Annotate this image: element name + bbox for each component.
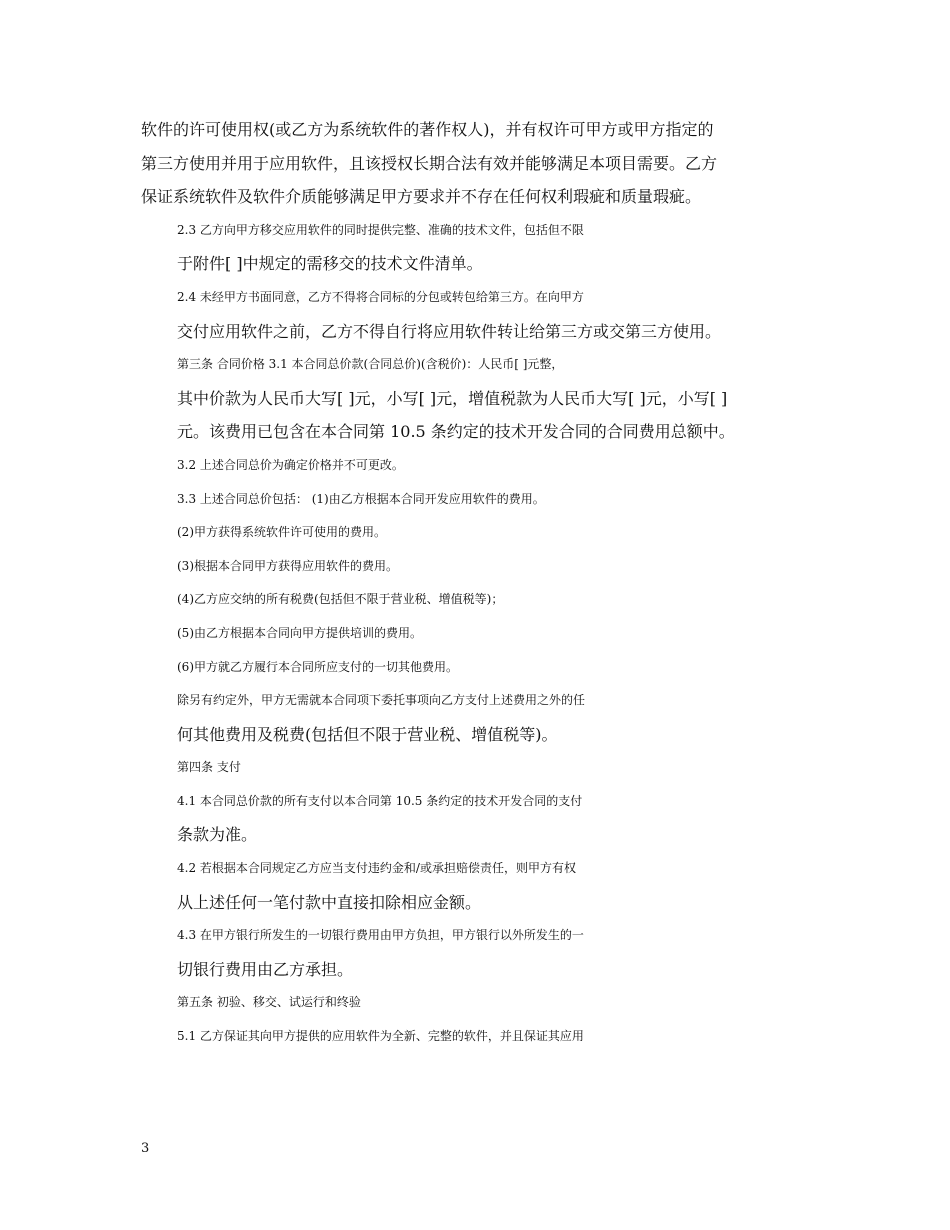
text-line: 第五条 初验、移交、试运行和终验 bbox=[177, 995, 361, 1010]
text-line: 4.3 在甲方银行所发生的一切银行费用由甲方负担，甲方银行以外所发生的一 bbox=[177, 928, 584, 943]
text-line: 元。该费用已包含在本合同第 10.5 条约定的技术开发合同的合同费用总额中。 bbox=[177, 422, 735, 442]
paragraph bbox=[141, 113, 813, 214]
paragraph bbox=[141, 214, 813, 281]
text-line: 其中价款为人民币大写[ ]元，小写[ ]元，增值税款为人民币大写[ ]元，小写[ ] bbox=[177, 388, 728, 408]
text-line: 条款为准。 bbox=[177, 825, 258, 845]
text-line: (6)甲方就乙方履行本合同所应支付的一切其他费用。 bbox=[177, 659, 459, 674]
paragraph bbox=[141, 785, 813, 852]
text-line: 于附件[ ]中规定的需移交的技术文件清单。 bbox=[177, 254, 483, 274]
text-line: 第四条 支付 bbox=[177, 760, 241, 775]
page-number: 3 bbox=[141, 1141, 150, 1156]
paragraph bbox=[141, 1020, 813, 1054]
text-line: 切银行费用由乙方承担。 bbox=[177, 959, 354, 979]
paragraph bbox=[141, 651, 813, 685]
text-line: 第三方使用并用于应用软件，且该授权长期合法有效并能够满足本项目需要。乙方 bbox=[141, 153, 718, 173]
text-line: (2)甲方获得系统软件许可使用的费用。 bbox=[177, 525, 386, 540]
paragraph bbox=[141, 583, 813, 617]
text-line: (5)由乙方根据本合同向甲方提供培训的费用。 bbox=[177, 625, 422, 640]
text-line: 4.2 若根据本合同规定乙方应当支付违约金和/或承担赔偿责任，则甲方有权 bbox=[177, 861, 576, 876]
paragraph bbox=[141, 684, 813, 751]
text-line: 2.4 未经甲方书面同意，乙方不得将合同标的分包或转包给第三方。在向甲方 bbox=[177, 289, 584, 304]
document-body bbox=[141, 113, 813, 1054]
text-line: 第三条 合同价格 3.1 本合同总价款(合同总价)(含税价)：人民币[ ]元整， bbox=[177, 357, 564, 372]
paragraph bbox=[141, 483, 813, 517]
paragraph bbox=[141, 516, 813, 550]
text-line: (4)乙方应交纳的所有税费(包括但不限于营业税、增值税等)； bbox=[177, 592, 504, 607]
text-line: 3.3 上述合同总价包括： (1)由乙方根据本合同开发应用软件的费用。 bbox=[177, 491, 545, 506]
text-line: 从上述任何一笔付款中直接扣除相应金额。 bbox=[177, 892, 482, 912]
text-line: 除另有约定外，甲方无需就本合同项下委托事项向乙方支付上述费用之外的任 bbox=[177, 693, 586, 708]
paragraph bbox=[141, 751, 813, 785]
paragraph bbox=[141, 919, 813, 986]
text-line: 软件的许可使用权(或乙方为系统软件的著作权人)，并有权许可甲方或甲方指定的 bbox=[141, 120, 714, 139]
text-line: (3)根据本合同甲方获得应用软件的费用。 bbox=[177, 558, 398, 573]
text-line: 保证系统软件及软件介质能够满足甲方要求并不存在任何权利瑕疵和质量瑕疵。 bbox=[141, 187, 702, 207]
paragraph bbox=[141, 986, 813, 1020]
text-line: 2.3 乙方向甲方移交应用软件的同时提供完整、准确的技术文件，包括但不限 bbox=[177, 222, 584, 237]
text-line: 交付应用软件之前，乙方不得自行将应用软件转让给第三方或交第三方使用。 bbox=[177, 321, 722, 341]
text-line: 5.1 乙方保证其向甲方提供的应用软件为全新、完整的软件，并且保证其应用 bbox=[177, 1029, 584, 1044]
text-line: 3.2 上述合同总价为确定价格并不可更改。 bbox=[177, 457, 404, 472]
paragraph bbox=[141, 348, 813, 449]
paragraph bbox=[141, 550, 813, 584]
paragraph bbox=[141, 617, 813, 651]
text-line: 4.1 本合同总价款的所有支付以本合同第 10.5 条约定的技术开发合同的支付 bbox=[177, 793, 583, 808]
paragraph bbox=[141, 281, 813, 348]
paragraph bbox=[141, 852, 813, 919]
paragraph bbox=[141, 449, 813, 483]
text-line: 何其他费用及税费(包括但不限于营业税、增值税等)。 bbox=[177, 724, 558, 744]
